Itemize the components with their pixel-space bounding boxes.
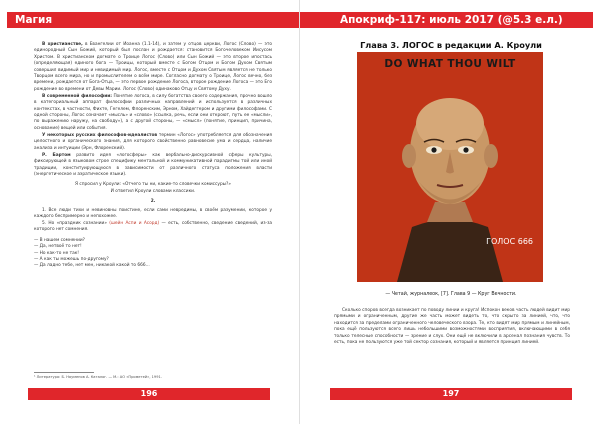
dialog-line: — Но как-то не так! (34, 250, 80, 256)
dialog-line: — В нашем сомнении? (34, 237, 85, 243)
figure-caption (330, 292, 572, 298)
right-header-title: Апокриф-117: июль 2017 (@5.3 е.л.) (340, 14, 563, 26)
footnote-rule (34, 372, 94, 373)
right-page (300, 0, 600, 424)
verse-block (34, 182, 272, 195)
caption-text: — Четай, журналеок, [7]. Глава 9 — Круг Вечности. (385, 292, 517, 297)
left-running-header (7, 12, 300, 28)
right-running-header (300, 12, 593, 28)
dialog-line: — Да ладно тебе, нет мен, никакой какой то 666... (34, 263, 150, 269)
inline-link[interactable]: (шейн Аспи и Асорд) (109, 220, 160, 226)
portrait-banner: DO WHAT THOU WILT (384, 58, 516, 70)
left-body-text (34, 42, 272, 270)
left-page-number: 196 (140, 389, 158, 398)
dialog-block (34, 238, 272, 270)
dialog-line: — А как ты можешь по-другому? (34, 256, 109, 262)
paragraph-barthes: Р. Бартом развито идея «логосферы» как вербально-дискурсивной сферы культуры, фиксирующей в языковом строе специфику ментальной и коммуникативной парадигмы той или иной традиции, конституирующуюся в зависимости от различного статуса положения власти (энергетическое и аэратическое языки). (34, 152, 272, 177)
verse-line: Я спросил у Кроули: «Отчего ты ни, какие-то словечки комиссуры?» (75, 182, 231, 188)
verse-line: И ответил Кроули словами классики. (110, 188, 196, 194)
portrait-label: ГОЛОС 666 (486, 237, 533, 246)
numbered-paragraph: 1. Все люди тихи и невиновны поистине, если сами невредимы, в своём разумении, которое у каждого беспримерно и непохожее. (34, 207, 272, 219)
crowley-portrait (357, 52, 543, 282)
section-number: 2. (150, 199, 156, 205)
left-header-title: Магия (15, 14, 53, 26)
paragraph-russian-idealists: У некоторых русских философов-идеалистов термин «Логос» употребляется для обозначения целостного и органического знания, для которого свойственно равновесие ума и сердца, наличие анализа и интуиции (Эрн, Флоренский). (34, 132, 273, 151)
right-body-text: Сколько споров всегда возникает по поводу линии и круга! Испокон веков часть людей видит мир прямыми и ограниченным, другие же часть может видеть то, что скрыто за линией, что, что находится за пределами ограниченного человеческого взора. Те, кто видят мир прямым и линейным, пока ещё пользуются всего лишь небольшими возможностями восприятия, включающими в себя только телесные способности — зрение и слух. Они ещё не включили в арсенал познания чувств. То есть, пока не пользуются уже той сектор сознания, который и является принцип линией. (334, 308, 570, 346)
chapter-title: Глава 3. ЛОГОС в редакции А. Кроули (360, 40, 542, 50)
left-folio (28, 388, 270, 400)
numbered-paragraph: 5. Но «праздник сознании» (шейн Аспи и Асорд) — есть, собственно, сведение сведений, из-за которого нет сомнения. (34, 220, 273, 233)
paragraph-christianity: В христианстве, в Евангелии от Иоанна (1.1-14), и затем у отцов церкви, Логос (Слово) — это единородный Сын Божий, который был послан и рождается: становится Богочеловеком Иисусом Христом. В христианском догмате о Троице Логос (Слово) или Сын Божий — это второе ипостась (определяющая) единого бога — Троицы, который вместе с Богом Отцом и Богом Духом Святым совершил видимый мир и невидимый мир. Логос, вместе с Отцом и Духом Святым является не только Творцом всего мира, но и промыслителем о всём мире. Согласно догмату о Троице, Логос вечно, без времени, рождается от Бога-Отца, — это первое рождение Логоса, второе рождение Логоса — это Его рождение во времени от Девы Марии. Логос (Слово) одинаково Отцу и Святому Духу. (34, 42, 272, 92)
dialog-line: — Да, нетвоё то нет! (34, 244, 82, 250)
footnote: ¹ Литература: Б. Науменов А. Каталог. — М.: АО «Прометей», 1991. (34, 375, 162, 379)
paragraph-modern-philosophy: В современной философии: Понятие логоса, в силу богатства своего содержания, прочно вошло в категориальный аппарат философии различных направлений и используется в различных контекстах, в частности, Фихте, Гегелем, Флоренским, Эрном, Хайдеггером и другими философами. С одной стороны, Логос означает «мысль» и «слово» (ссылка, речь, если они откроют, путь ее «мысли», по выражению наружу, на свободу»), а с другой стороны, — «смысл» (понятие, принцип, причина, основание) вещей или события. (34, 93, 272, 131)
portrait-illustration (357, 52, 543, 282)
right-page-number: 197 (442, 389, 460, 398)
right-folio (330, 388, 572, 400)
